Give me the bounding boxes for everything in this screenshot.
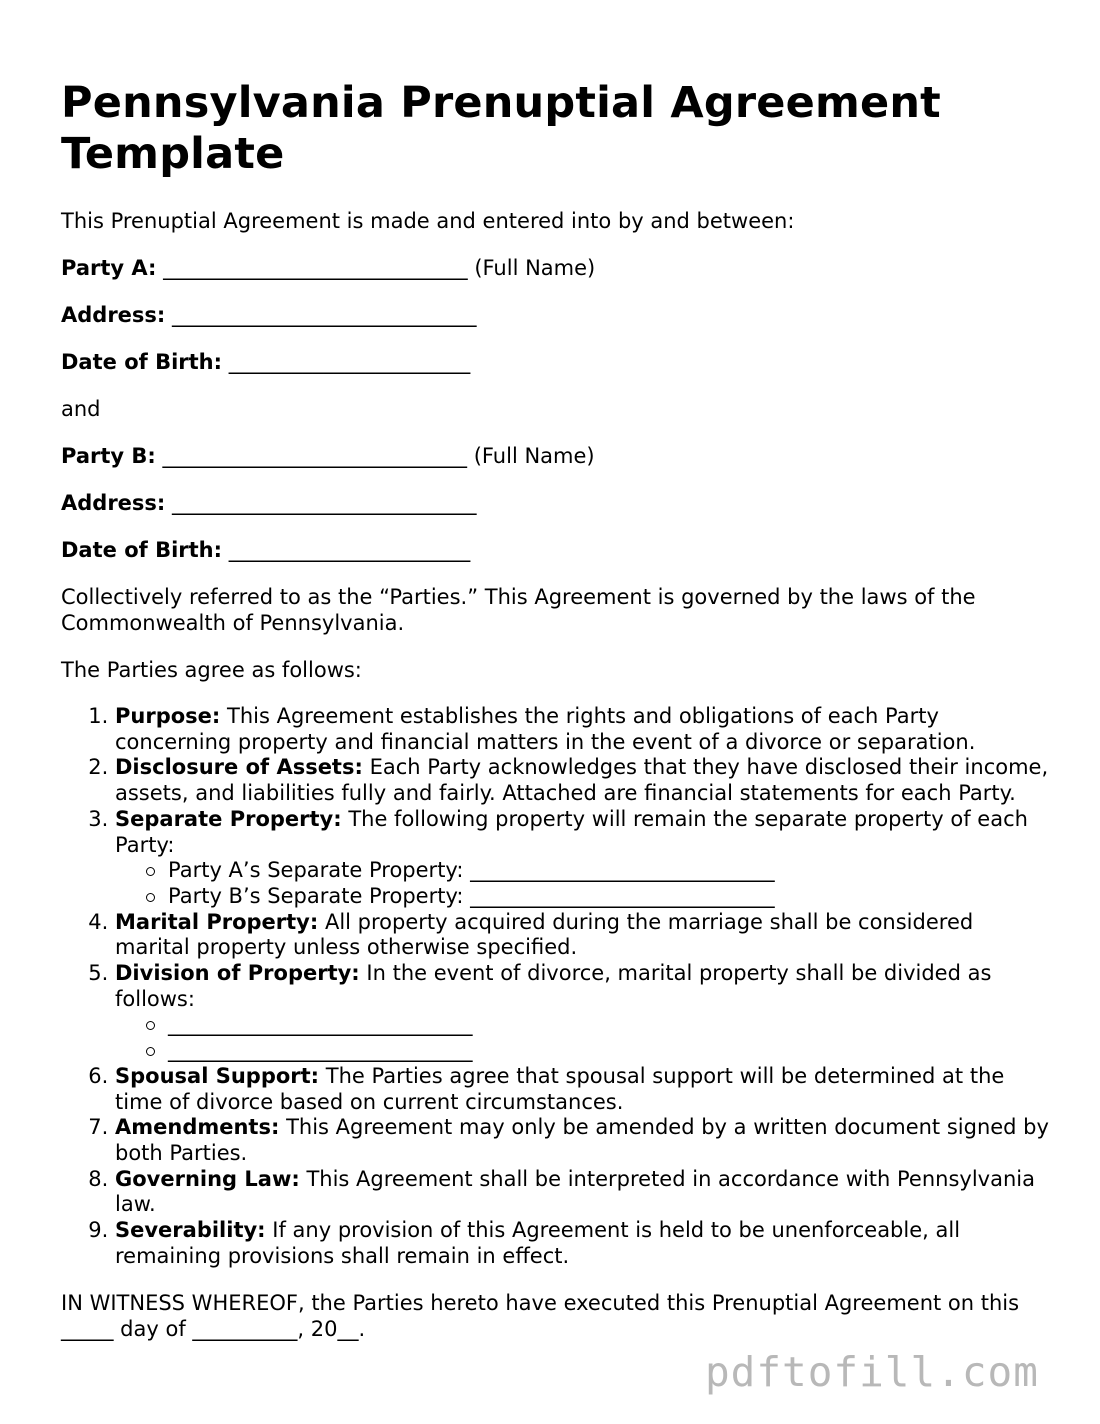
party-a-name-blank[interactable]: _____________________________ bbox=[163, 256, 468, 280]
clause-title: Amendments: bbox=[115, 1115, 280, 1140]
clause-text: Each Party acknowledges that they have disclosed their income, assets, and liabilities fully and fairly. Attached are financial statements for each Party. bbox=[115, 755, 1049, 806]
party-a-dob-line bbox=[61, 349, 1051, 375]
party-a-dob-blank[interactable]: _______________________ bbox=[228, 350, 471, 374]
clause-item bbox=[115, 1115, 1051, 1166]
witness-paragraph: IN WITNESS WHEREOF, the Parties hereto have executed this Prenuptial Agreement on this _____ day of __________, 20__. bbox=[61, 1291, 1020, 1342]
party-b-name-suffix: (Full Name) bbox=[473, 444, 595, 468]
sublist-item[interactable]: Party A’s Separate Property: _____________________________ bbox=[168, 858, 1051, 884]
clause-item bbox=[115, 704, 1051, 755]
clause-item bbox=[115, 755, 1051, 806]
clause-text: If any provision of this Agreement is held to be unenforceable, all remaining provisions shall remain in effect. bbox=[115, 1218, 961, 1268]
agree-paragraph: The Parties agree as follows: bbox=[61, 658, 362, 682]
party-a-address-label: Address: bbox=[61, 303, 166, 327]
party-b-dob-line bbox=[61, 537, 1051, 563]
clause-item bbox=[115, 1218, 1051, 1269]
sublist-item[interactable]: _____________________________ bbox=[168, 1012, 1051, 1038]
clause-title: Division of Property: bbox=[115, 961, 360, 986]
clause-text: This Agreement establishes the rights and obligations of each Party concerning property and financial matters in the event of a divorce or separation. bbox=[115, 704, 976, 754]
clause-title: Severability: bbox=[115, 1218, 266, 1243]
clause-title: Spousal Support: bbox=[115, 1063, 320, 1088]
division-sublist bbox=[115, 1012, 1051, 1063]
party-a-address-blank[interactable]: _____________________________ bbox=[172, 303, 477, 327]
clause-text: This Agreement may only be amended by a written document signed by both Parties. bbox=[115, 1115, 1049, 1165]
collectively-paragraph: Collectively referred to as the “Parties.” This Agreement is governed by the laws of the Commonwealth of Pennsylvania. bbox=[61, 585, 976, 635]
party-b-address-blank[interactable]: _____________________________ bbox=[172, 491, 477, 515]
clause-text: All property acquired during the marriage shall be considered marital property unless otherwise specified. bbox=[115, 909, 974, 960]
and-text: and bbox=[61, 397, 101, 421]
party-b-address-line bbox=[61, 490, 1051, 516]
clause-item bbox=[115, 807, 1051, 910]
clause-text: In the event of divorce, marital property shall be divided as follows: bbox=[115, 961, 992, 1011]
separate-property-sublist bbox=[115, 858, 1051, 909]
party-b-label: Party B: bbox=[61, 444, 156, 468]
clause-item bbox=[115, 1064, 1051, 1115]
sublist-item[interactable]: Party B’s Separate Property: _____________________________ bbox=[168, 884, 1051, 910]
clause-list bbox=[61, 704, 1051, 1269]
clause-item bbox=[115, 910, 1051, 961]
watermark: pdftofill.com bbox=[705, 1348, 1039, 1396]
clause-title: Governing Law: bbox=[115, 1166, 300, 1191]
party-a-name-line bbox=[61, 255, 1051, 281]
document-title: Pennsylvania Prenuptial Agreement Template bbox=[61, 78, 941, 179]
clause-title: Marital Property: bbox=[115, 909, 319, 934]
party-a-address-line bbox=[61, 302, 1051, 328]
party-a-name-suffix: (Full Name) bbox=[474, 256, 596, 280]
party-b-name-line bbox=[61, 443, 1051, 469]
party-b-dob-blank[interactable]: _______________________ bbox=[228, 538, 471, 562]
sublist-item[interactable]: _____________________________ bbox=[168, 1038, 1051, 1064]
clause-item bbox=[115, 961, 1051, 1064]
clause-item bbox=[115, 1167, 1051, 1218]
clause-title: Disclosure of Assets: bbox=[115, 755, 363, 780]
clause-text: The following property will remain the separate property of each Party: bbox=[115, 806, 1028, 857]
clause-title: Purpose: bbox=[115, 704, 221, 728]
intro-paragraph: This Prenuptial Agreement is made and entered into by and between: bbox=[61, 209, 795, 233]
party-b-name-blank[interactable]: _____________________________ bbox=[162, 444, 467, 468]
party-b-dob-label: Date of Birth: bbox=[61, 538, 223, 562]
clause-text: The Parties agree that spousal support will be determined at the time of divorce based on current circumstances. bbox=[115, 1063, 1005, 1114]
party-a-label: Party A: bbox=[61, 256, 157, 280]
clause-title: Separate Property: bbox=[115, 806, 342, 831]
party-a-dob-label: Date of Birth: bbox=[61, 350, 223, 374]
document-page bbox=[61, 78, 1051, 1363]
party-b-address-label: Address: bbox=[61, 491, 166, 515]
clause-text: This Agreement shall be interpreted in accordance with Pennsylvania law. bbox=[115, 1166, 1035, 1217]
